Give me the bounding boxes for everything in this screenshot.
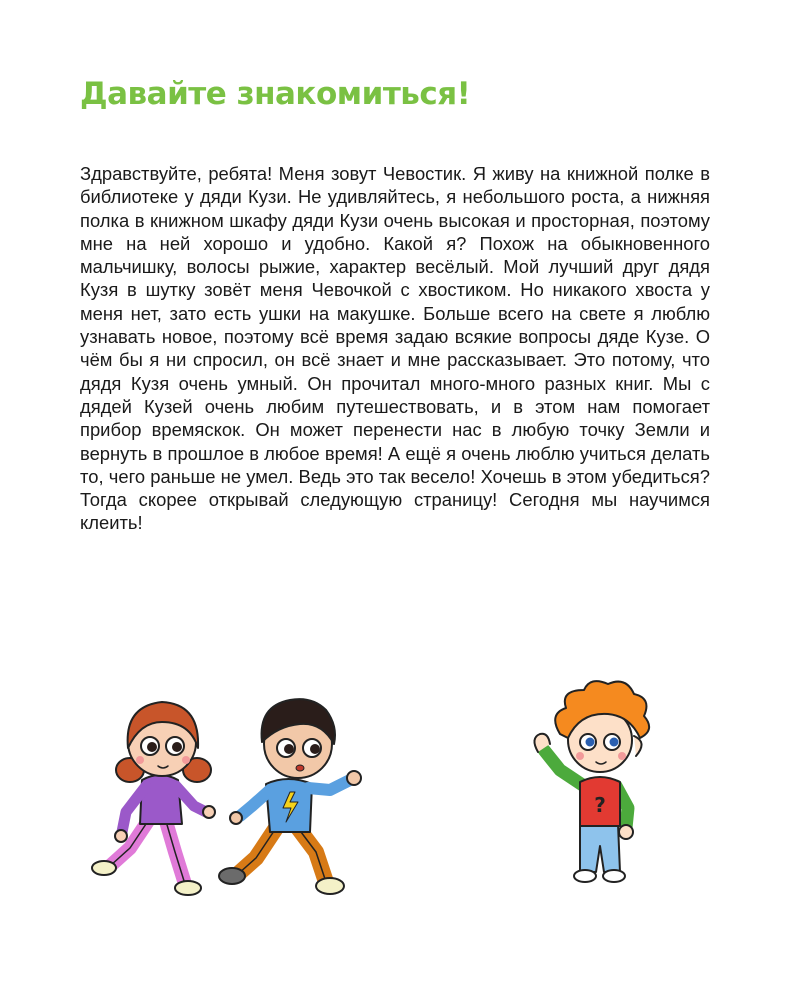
shirt-question-mark: ? — [594, 793, 606, 817]
intro-paragraph: Здравствуйте, ребята! Меня зовут Чевостик. Я живу на книжной полке в библиотеке у дяди Кузи. Не удивляйтесь, я небольшого роста, а нижняя полка в книжном шкафу дяди Кузи очень высокая и просторная, поэтому мне на ней хорошо и удобно. Какой я? Похож на обыкновенного мальчишку, волосы рыжие, характер весёлый. Мой лучший друг дядя Кузя в шутку зовёт меня Чевочкой с хвостиком. Но никакого хвоста у меня нет, зато есть ушки на макушке. Больше всего на свете я люблю узнавать новое, поэтому всё время задаю всякие вопросы дяде Кузе. О чём бы я ни спросил, он всё знает и мне рассказывает. Это потому, что дядя Кузя очень умный. Он прочитал много-много разных книг. Мы с дядей Кузей очень любим путешествовать, и в этом нам помогает прибор времяскок. Он может перенести нас в любую точку Земли и вернуть в прошлое в любое время! А ещё я очень люблю учиться делать то, чего раньше не умел. Ведь это так весело! Хочешь в этом убедиться? Тогда скорее открывай следующую страницу! Сегодня мы научимся клеить! — [80, 163, 710, 534]
boy-figure — [219, 699, 361, 894]
page-title: Давайте знакомиться! — [80, 76, 471, 112]
girl-figure — [92, 702, 215, 895]
chevostik-figure — [534, 681, 649, 882]
